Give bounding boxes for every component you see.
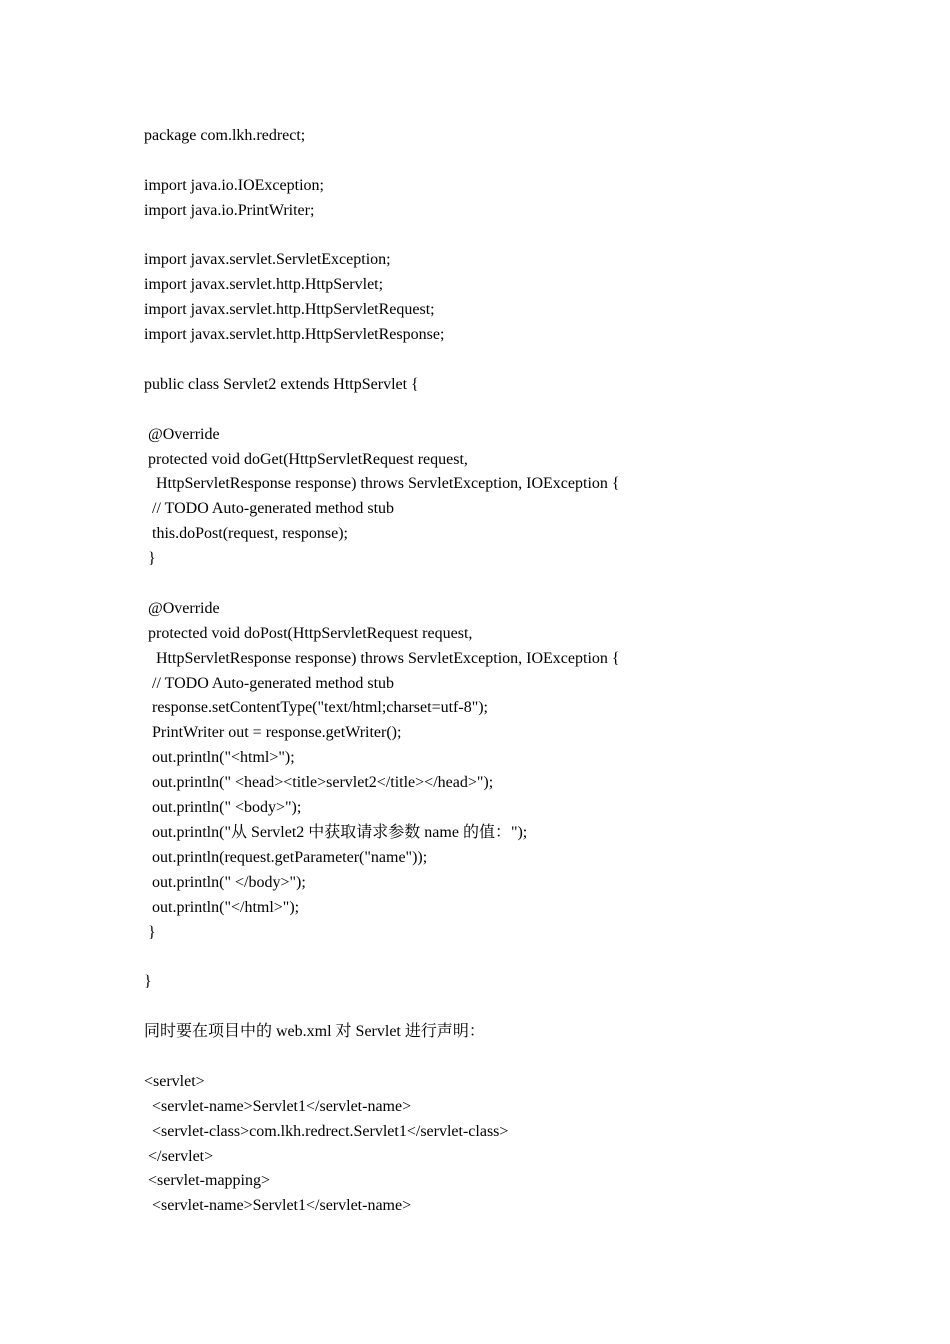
blank-line [144,149,864,174]
code-line: <servlet-name>Servlet1</servlet-name> [144,1097,412,1115]
code-line: out.println("从 Servlet2 中获取请求参数 name 的值："); [144,823,528,841]
blank-line [144,348,864,373]
blank-line [144,1045,864,1070]
code-listing [144,124,864,1219]
code-line: @Override [144,599,220,617]
code-line: } [144,550,156,568]
code-line: import javax.servlet.http.HttpServletRequest; [144,301,435,319]
code-line: out.println(" <head><title>servlet2</title></head>"); [144,774,494,792]
code-line: out.println(request.getParameter("name")); [144,848,428,866]
code-line: </servlet> [144,1147,214,1165]
blank-line [144,995,864,1020]
code-line: import java.io.IOException; [144,176,324,194]
blank-line [144,945,864,970]
code-line: HttpServletResponse response) throws ServletException, IOException { [144,475,620,493]
blank-line [144,398,864,423]
code-line: import javax.servlet.ServletException; [144,251,391,269]
prose-line: 同时要在项目中的 web.xml 对 Servlet 进行声明： [144,1023,485,1041]
code-line: HttpServletResponse response) throws ServletException, IOException { [144,649,620,667]
code-line: out.println(" <body>"); [144,799,302,817]
code-line: public class Servlet2 extends HttpServlet { [144,375,419,393]
blank-line [144,572,864,597]
code-line: } [144,973,152,991]
code-line: out.println("<html>"); [144,749,295,767]
code-line: @Override [144,425,220,443]
code-line: // TODO Auto-generated method stub [144,500,395,518]
code-line: protected void doPost(HttpServletRequest request, [144,624,473,642]
code-line: } [144,923,156,941]
code-line: // TODO Auto-generated method stub [144,674,395,692]
code-line: protected void doGet(HttpServletRequest request, [144,450,468,468]
code-line: <servlet-class>com.lkh.redrect.Servlet1</servlet-class> [144,1122,509,1140]
code-line: import javax.servlet.http.HttpServlet; [144,276,384,294]
blank-line [144,224,864,249]
code-line: <servlet-name>Servlet1</servlet-name> [144,1197,412,1215]
code-line: out.println(" </body>"); [144,873,306,891]
code-line: response.setContentType("text/html;charset=utf-8"); [144,699,488,717]
code-line: <servlet> [144,1072,205,1090]
code-line: PrintWriter out = response.getWriter(); [144,724,402,742]
code-line: import javax.servlet.http.HttpServletResponse; [144,326,445,344]
code-line: out.println("</html>"); [144,898,300,916]
code-line: import java.io.PrintWriter; [144,201,315,219]
code-line: package com.lkh.redrect; [144,127,306,144]
code-line: <servlet-mapping> [144,1172,271,1190]
code-line: this.doPost(request, response); [144,525,348,543]
